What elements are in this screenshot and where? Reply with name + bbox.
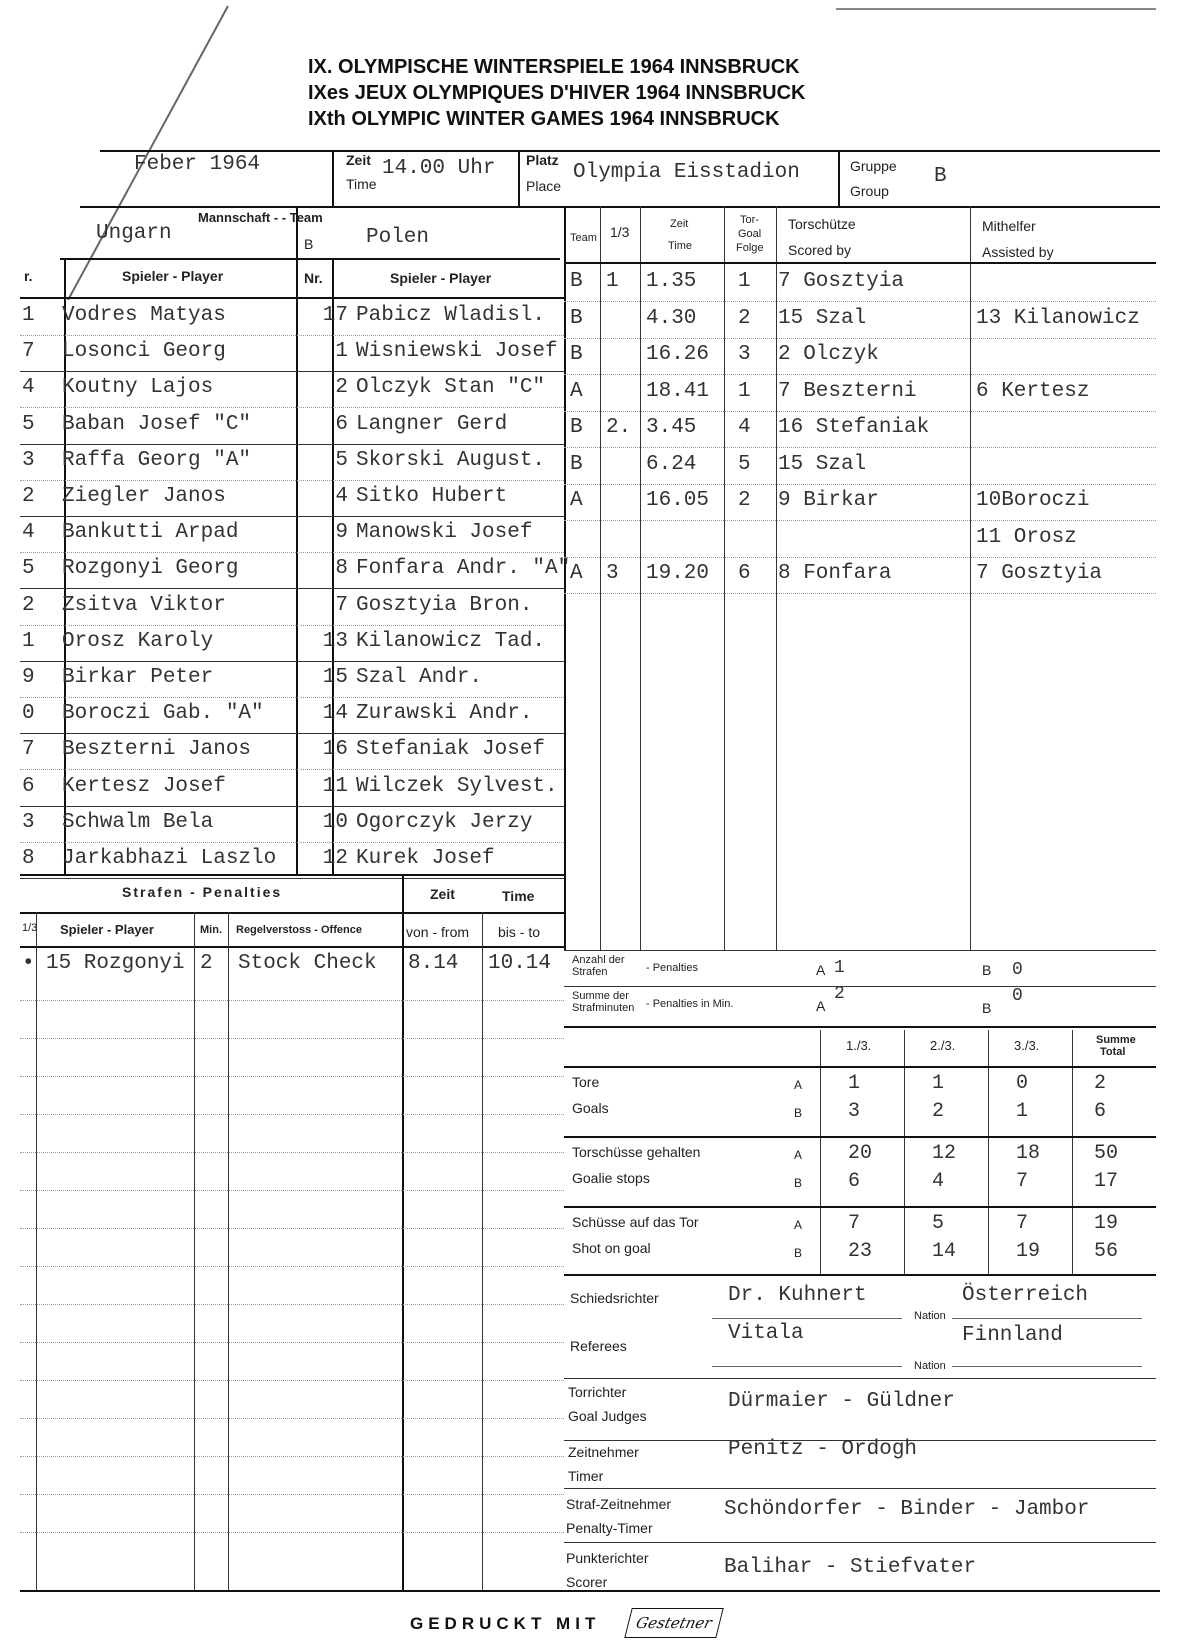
timer-label: Zeitnehmer — [568, 1444, 639, 1460]
goal-row — [564, 339, 1156, 375]
referee-1: Dr. Kuhnert — [728, 1284, 867, 1307]
goal-team: A — [570, 562, 583, 585]
stats-value-b: 2 — [932, 1100, 945, 1123]
stats-value-a: 1 — [848, 1072, 861, 1095]
roster-col-player-a: Spieler - Player — [122, 268, 224, 284]
stats-value-a: 7 — [848, 1212, 861, 1235]
roster-player-b: Langner Gerd — [356, 412, 508, 436]
referee-2: Vitala — [728, 1322, 804, 1345]
penalty-offence: Stock Check — [238, 952, 377, 975]
penalty-timer-label: Straf-Zeitnehmer — [566, 1496, 672, 1512]
nation-label-1: Nation — [914, 1310, 946, 1322]
penalty-count-b-label: B — [982, 962, 992, 978]
roster-player-b: Fonfara Andr. "A" — [356, 557, 571, 581]
roster-number-a: 5 — [22, 412, 35, 436]
roster-player-a: Birkar Peter — [62, 666, 214, 689]
place-label: Platz — [526, 152, 559, 168]
stats-col-p1: 1./3. — [846, 1038, 872, 1053]
penalties-col-player: Spieler - Player — [60, 922, 154, 937]
roster-number-a: 5 — [22, 557, 35, 581]
goal-team: A — [570, 489, 583, 512]
roster-player-a: Bankutti Arpad — [62, 521, 239, 545]
roster-row — [20, 481, 564, 517]
header-line-fr: IXes JEUX OLYMPIQUES D'HIVER 1964 INNSBRUCK — [308, 82, 806, 104]
goal-period: 3 — [606, 562, 619, 585]
roster-number-b: 1 — [335, 340, 348, 364]
stats-value-b: 3 — [848, 1100, 861, 1123]
roster-row — [20, 372, 564, 408]
stats-value-b: 56 — [1094, 1240, 1119, 1263]
form-header — [308, 54, 806, 132]
goals-col-order-en: Folge — [736, 242, 764, 254]
stats-label-en: Shot on goal — [572, 1240, 651, 1256]
roster-number-b: 12 — [322, 847, 348, 870]
goals-col-time-en: Time — [668, 240, 693, 252]
stats-team-a: A — [794, 1148, 803, 1162]
time-value: 14.00 Uhr — [382, 157, 496, 180]
roster-player-b: Gosztyia Bron. — [356, 593, 533, 617]
penalty-count-label-en: - Penalties — [646, 962, 698, 974]
goal-scorer: 15 Szal — [778, 306, 867, 330]
stats-label: Torschüsse gehalten — [572, 1144, 701, 1160]
goal-scorer: 15 Szal — [778, 452, 867, 476]
time-label: Zeit — [346, 152, 371, 168]
roster-player-b: Manowski Josef — [356, 521, 533, 545]
goal-assist: 10Boroczi — [976, 489, 1090, 512]
goals-col-team: Team — [570, 232, 597, 244]
stats-value-b: 17 — [1094, 1170, 1119, 1193]
roster-player-b: Szal Andr. — [356, 666, 483, 689]
goal-scorer: 8 Fonfara — [778, 562, 892, 585]
roster-row — [20, 771, 564, 807]
team-b-letter: B — [304, 236, 314, 252]
stats-value-b: 23 — [848, 1240, 873, 1263]
roster-number-a: 3 — [22, 448, 35, 472]
penalty-player: 15 Rozgonyi — [46, 952, 185, 975]
goal-scorer: 9 Birkar — [778, 489, 879, 512]
roster-row — [20, 517, 564, 553]
roster-player-b: Wilczek Sylvest. — [356, 774, 558, 798]
goal-row — [564, 485, 1156, 521]
roster-player-a: Vodres Matyas — [62, 304, 226, 327]
stats-team-b: B — [794, 1106, 803, 1120]
roster-player-b: Sitko Hubert — [356, 485, 508, 508]
penalties-time-label: Zeit — [430, 886, 455, 902]
goal-assist: 6 Kertesz — [976, 379, 1090, 403]
printed-with-label: GEDRUCKT MIT — [410, 1614, 601, 1633]
roster-number-a: 1 — [22, 629, 35, 653]
roster-player-b: Kilanowicz Tad. — [356, 629, 546, 653]
goals-col-order: Tor- — [740, 214, 759, 226]
penalty-count-label: Anzahl der Strafen — [572, 954, 625, 978]
roster-player-b: Skorski August. — [356, 448, 546, 472]
penalty-count-a: 1 — [834, 958, 845, 978]
goal-judges: Dürmaier - Güldner — [728, 1390, 955, 1413]
stats-value-a: 7 — [1016, 1212, 1029, 1235]
roster-row — [20, 662, 564, 698]
goal-order: 1 — [738, 270, 751, 293]
stats-value-a: 12 — [932, 1142, 957, 1165]
goal-scorer: 2 Olczyk — [778, 343, 879, 366]
header-line-de: IX. OLYMPISCHE WINTERSPIELE 1964 INNSBRUCK — [308, 56, 800, 78]
stats-team-a: A — [794, 1078, 803, 1092]
roster-number-a: 9 — [22, 666, 35, 689]
goal-time: 3.45 — [646, 416, 697, 439]
roster-number-b: 15 — [322, 666, 348, 689]
goal-assist: 13 Kilanowicz — [976, 306, 1140, 330]
team-a-name: Ungarn — [96, 222, 172, 245]
roster-row — [20, 698, 564, 734]
stats-col-p2: 2./3. — [930, 1038, 956, 1053]
penalty-minutes-label-en: - Penalties in Min. — [646, 998, 734, 1010]
penalties-time-label-en: Time — [502, 888, 535, 904]
roster-player-b: Zurawski Andr. — [356, 702, 533, 726]
penalties-col-period: 1/3 — [22, 922, 38, 934]
goal-row — [564, 522, 1156, 558]
roster-player-a: Koutny Lajos — [62, 376, 214, 400]
gestetner-logo: Gestetner — [624, 1608, 723, 1638]
top-edge-mark — [836, 8, 1156, 10]
goal-period: 1 — [606, 270, 619, 293]
roster-number-b: 10 — [322, 810, 348, 834]
stats-team-b: B — [794, 1176, 803, 1190]
group-label: Gruppe — [850, 158, 897, 174]
referee-2-nation: Finnland — [962, 1324, 1063, 1347]
goals-col-order-mid: Goal — [738, 228, 762, 240]
goals-col-scorer-en: Scored by — [788, 242, 852, 258]
roster-number-b: 7 — [335, 593, 348, 617]
roster-number-b: 11 — [322, 774, 348, 798]
penalty-from: 8.14 — [408, 952, 459, 975]
scorer-label-en: Scorer — [566, 1574, 608, 1590]
penalty-period: • — [22, 952, 35, 975]
stats-value-b: 7 — [1016, 1170, 1029, 1193]
time-label-en: Time — [346, 176, 377, 192]
goal-time: 16.05 — [646, 489, 710, 512]
roster-player-a: Raffa Georg "A" — [62, 448, 252, 472]
goal-order: 3 — [738, 343, 751, 366]
timer-label-en: Timer — [568, 1468, 604, 1484]
referee-label-en: Referees — [570, 1338, 627, 1354]
goal-time: 4.30 — [646, 306, 697, 330]
roster-player-a: Rozgonyi Georg — [62, 557, 239, 581]
stats-label: Schüsse auf das Tor — [572, 1214, 699, 1230]
goal-order: 5 — [738, 452, 751, 476]
roster-col-player-b: Spieler - Player — [390, 270, 492, 286]
roster-player-b: Olczyk Stan "C" — [356, 376, 546, 400]
stats-value-b: 1 — [1016, 1100, 1029, 1123]
scorer-label: Punkterichter — [566, 1550, 649, 1566]
place-value: Olympia Eisstadion — [573, 161, 800, 184]
stats-value-a: 20 — [848, 1142, 873, 1165]
team-b-name: Polen — [366, 226, 430, 249]
roster-number-a: 6 — [22, 774, 35, 798]
goal-time: 19.20 — [646, 562, 710, 585]
penalty-count-a-label: A — [816, 962, 826, 978]
goals-col-assist: Mithelfer — [982, 218, 1036, 234]
roster-player-a: Baban Josef "C" — [62, 412, 252, 436]
roster-player-b: Kurek Josef — [356, 847, 495, 870]
penalty-min: 2 — [200, 952, 213, 975]
roster-row — [20, 807, 564, 843]
goal-row — [564, 266, 1156, 302]
goals-col-period: 1/3 — [610, 224, 630, 240]
goal-order: 4 — [738, 416, 751, 439]
goal-assist: 11 Orosz — [976, 525, 1077, 549]
stats-label-en: Goalie stops — [572, 1170, 650, 1186]
roster-number-a: 4 — [22, 521, 35, 545]
stats-value-b: 6 — [1094, 1100, 1107, 1123]
penalty-count-b: 0 — [1012, 960, 1023, 980]
stats-col-total: Summe — [1096, 1034, 1136, 1046]
roster-player-a: Ziegler Janos — [62, 485, 226, 508]
stats-label: Tore — [572, 1074, 600, 1090]
roster-number-b: 5 — [335, 448, 348, 472]
goal-scorer: 16 Stefaniak — [778, 416, 930, 439]
stats-value-a: 19 — [1094, 1212, 1119, 1235]
roster-player-a: Losonci Georg — [62, 340, 226, 364]
timer: Penitz - Ordogh — [728, 1438, 918, 1461]
roster-player-a: Orosz Karoly — [62, 629, 214, 653]
goal-time: 1.35 — [646, 270, 697, 293]
roster-number-a: 2 — [22, 593, 35, 617]
stats-team-b: B — [794, 1246, 803, 1260]
stats-value-a: 50 — [1094, 1142, 1119, 1165]
roster-row-rule — [20, 878, 564, 879]
stats-value-a: 0 — [1016, 1072, 1029, 1095]
stats-team-a: A — [794, 1218, 803, 1232]
roster-player-b: Ogorczyk Jerzy — [356, 810, 533, 834]
stats-label-en: Goals — [572, 1100, 609, 1116]
goal-row — [564, 412, 1156, 448]
roster-player-a: Kertesz Josef — [62, 774, 226, 798]
penalty-minutes-b-label: B — [982, 1000, 992, 1016]
team-label: Mannschaft - - Team — [198, 210, 323, 225]
goal-time: 16.26 — [646, 343, 710, 366]
goal-time: 6.24 — [646, 452, 697, 476]
goals-col-time: Zeit — [670, 218, 689, 230]
group-label-en: Group — [850, 183, 889, 199]
roster-player-a: Beszterni Janos — [62, 738, 252, 762]
goals-col-assist-en: Assisted by — [982, 244, 1054, 260]
roster-col-nr-a: r. — [24, 268, 33, 284]
roster-number-a: 7 — [22, 738, 35, 762]
group-value: B — [934, 165, 947, 188]
goal-judges-label: Torrichter — [568, 1384, 627, 1400]
goal-order: 2 — [738, 489, 751, 512]
referee-label: Schiedsrichter — [570, 1290, 659, 1306]
stats-value-a: 2 — [1094, 1072, 1107, 1095]
roster-number-b: 14 — [322, 702, 348, 726]
roster-number-b: 6 — [335, 412, 348, 436]
penalty-minutes-a: 2 — [834, 984, 845, 1004]
goal-row — [564, 449, 1156, 485]
roster-number-b: 13 — [322, 629, 348, 653]
roster-number-b: 9 — [335, 521, 348, 545]
roster-row — [20, 590, 564, 626]
stats-value-b: 14 — [932, 1240, 957, 1263]
goal-team: B — [570, 306, 583, 330]
scorer: Balihar - Stiefvater — [724, 1556, 977, 1579]
roster-number-b: 16 — [322, 738, 348, 762]
penalty-timer-label-en: Penalty-Timer — [566, 1520, 653, 1536]
goal-scorer: 7 Beszterni — [778, 379, 917, 403]
roster-player-a: Schwalm Bela — [62, 810, 214, 834]
penalty-timer: Schöndorfer - Binder - Jambor — [724, 1498, 1090, 1521]
roster-row — [20, 734, 564, 770]
goal-team: B — [570, 270, 583, 293]
penalty-to: 10.14 — [488, 952, 552, 975]
goal-order: 6 — [738, 562, 751, 585]
goal-row — [564, 558, 1156, 594]
stats-value-b: 4 — [932, 1170, 945, 1193]
goal-team: B — [570, 416, 583, 439]
roster-player-a: Zsitva Viktor — [62, 593, 226, 617]
goal-team: A — [570, 379, 583, 403]
roster-col-nr-b: Nr. — [304, 270, 323, 286]
place-label-en: Place — [526, 178, 562, 194]
stats-value-a: 5 — [932, 1212, 945, 1235]
penalty-minutes-label: Summe der Strafminuten — [572, 990, 635, 1014]
stats-value-b: 6 — [848, 1170, 861, 1193]
roster-row — [20, 553, 571, 589]
roster-number-b: 8 — [335, 557, 348, 581]
penalties-col-min: Min. — [200, 924, 222, 936]
goals-col-scorer: Torschütze — [788, 216, 856, 232]
goal-row-rule — [564, 593, 1156, 594]
header-line-en: IXth OLYMPIC WINTER GAMES 1964 INNSBRUCK — [308, 108, 780, 130]
roster-number-a: 2 — [22, 485, 35, 508]
roster-row — [20, 445, 564, 481]
goal-row — [564, 376, 1156, 412]
roster-number-a: 4 — [22, 376, 35, 400]
roster-number-a: 8 — [22, 847, 35, 870]
roster-player-b: Pabicz Wladisl. — [356, 304, 546, 327]
goal-period: 2. — [606, 416, 632, 439]
nation-label-2: Nation — [914, 1360, 946, 1372]
date-value: Feber 1964 — [134, 153, 261, 176]
roster-number-a: 3 — [22, 810, 35, 834]
penalty-minutes-b: 0 — [1012, 986, 1023, 1006]
roster-number-b: 17 — [322, 304, 348, 327]
roster-number-a: 1 — [22, 304, 35, 327]
stats-value-b: 19 — [1016, 1240, 1041, 1263]
goal-row — [564, 303, 1156, 339]
goal-time: 18.41 — [646, 379, 710, 403]
stats-value-a: 1 — [932, 1072, 945, 1095]
goal-team: B — [570, 452, 583, 476]
stats-col-total-en: Total — [1100, 1046, 1126, 1058]
roster-number-b: 2 — [335, 376, 348, 400]
goal-assist: 7 Gosztyia — [976, 562, 1103, 585]
referee-1-nation: Österreich — [962, 1284, 1089, 1307]
roster-number-b: 4 — [335, 485, 348, 508]
penalties-col-offence: Regelverstoss - Offence — [236, 924, 362, 936]
stats-col-p3: 3./3. — [1014, 1038, 1040, 1053]
penalties-title: Strafen - Penalties — [122, 884, 283, 900]
penalty-minutes-a-label: A — [816, 998, 826, 1014]
roster-number-a: 0 — [22, 702, 35, 726]
roster-player-b: Stefaniak Josef — [356, 738, 546, 762]
roster-player-a: Boroczi Gab. "A" — [62, 702, 264, 726]
goal-judges-label-en: Goal Judges — [568, 1408, 647, 1424]
roster-row — [20, 300, 564, 336]
goal-scorer: 7 Gosztyia — [778, 270, 905, 293]
goal-team: B — [570, 343, 583, 366]
roster-row — [20, 626, 564, 662]
roster-number-a: 7 — [22, 340, 35, 364]
roster-player-a: Jarkabhazi Laszlo — [62, 847, 277, 870]
goal-order: 2 — [738, 306, 751, 330]
penalties-col-to: bis - to — [498, 924, 541, 940]
stats-value-a: 18 — [1016, 1142, 1041, 1165]
roster-player-b: Wisniewski Josef — [356, 340, 558, 364]
goal-order: 1 — [738, 379, 751, 403]
roster-row — [20, 409, 564, 445]
penalties-col-from: von - from — [406, 924, 470, 940]
roster-row — [20, 336, 564, 372]
